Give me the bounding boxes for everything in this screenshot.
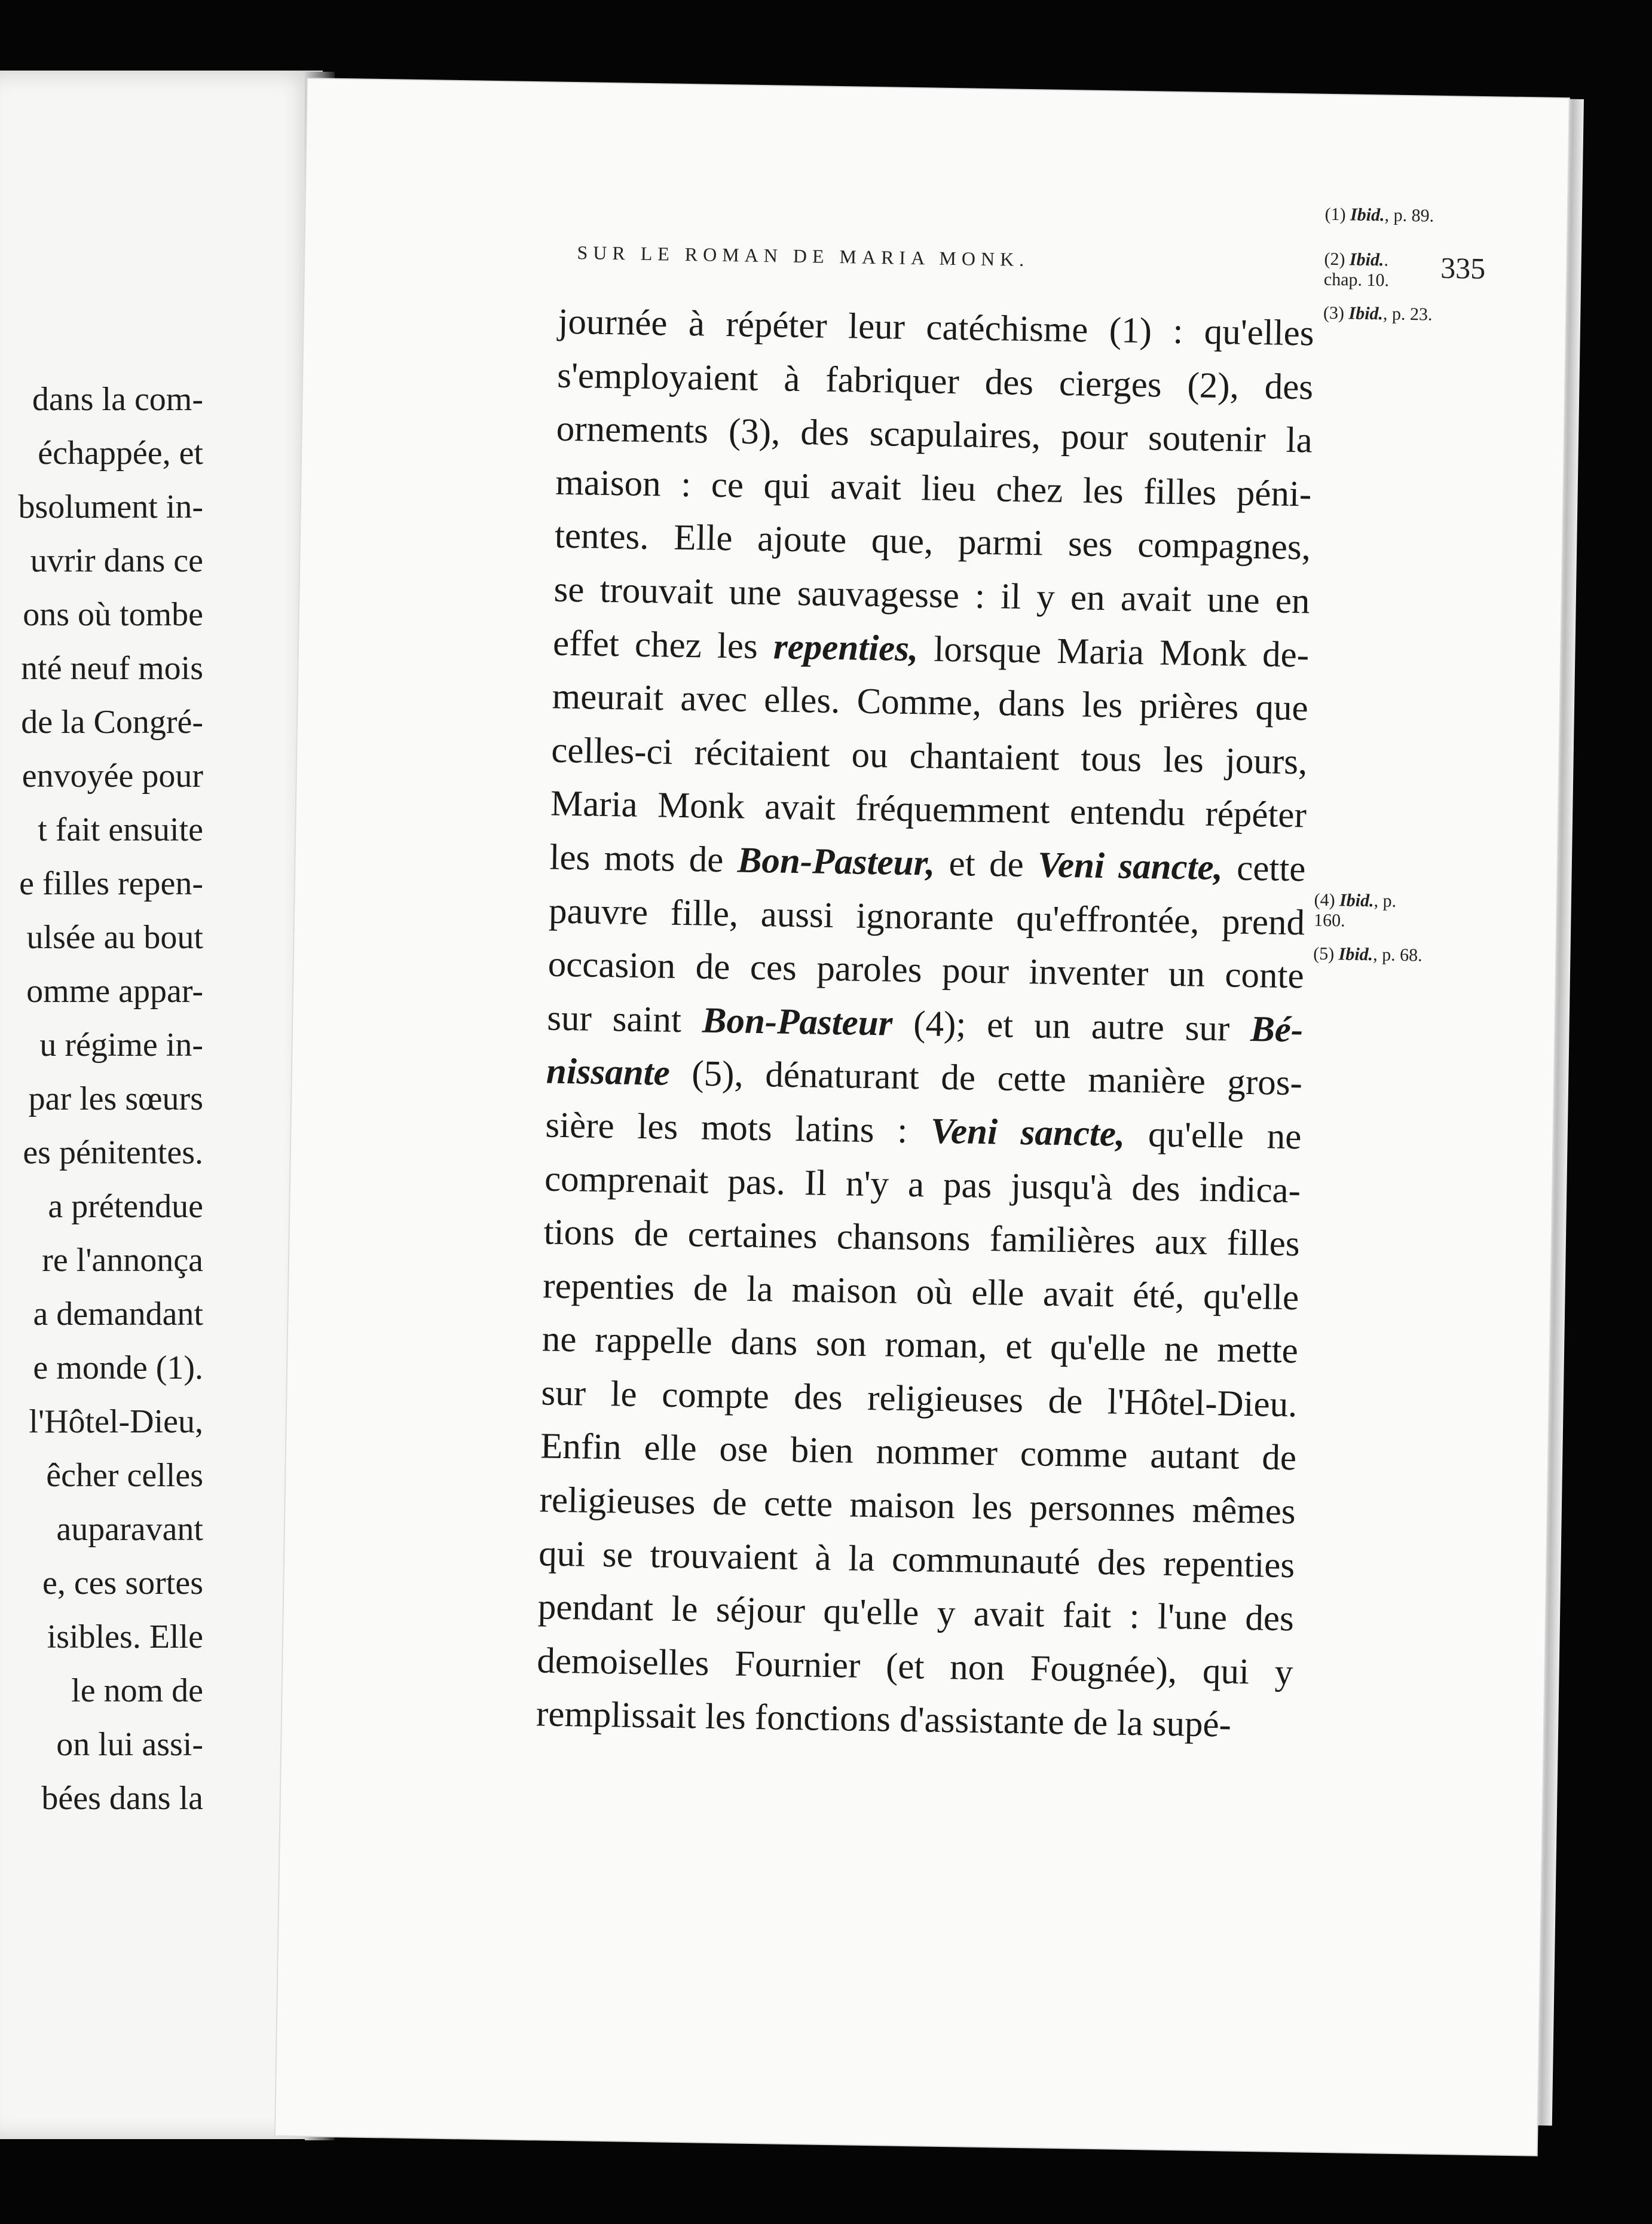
text-segment: journée à répéter leur catéchisme (1) : qu'elles — [558, 301, 1315, 354]
margin-note — [1324, 204, 1434, 227]
previous-page-line: échappée, et — [38, 435, 203, 472]
text-segment: religieuses de cette maison les personnes mêmes — [539, 1480, 1296, 1532]
previous-page-line: ons où tombe — [23, 596, 203, 633]
previous-page-line: ulsée au bout — [26, 919, 203, 956]
previous-page — [0, 71, 323, 2139]
text-segment: Enfin elle ose bien nommer comme autant de — [540, 1426, 1297, 1478]
text-segment: demoiselles Fournier (et non Fougnée), qui y — [536, 1640, 1293, 1693]
note-locator: , p. — [1373, 891, 1397, 911]
note-reference: Ibid. — [1350, 204, 1385, 225]
italic-term: Bon-Pasteur, — [737, 840, 935, 884]
text-segment: Maria Monk avait fréquemment entendu répéter — [550, 783, 1307, 836]
text-segment: meurait avec elles. Comme, dans les prières que — [552, 676, 1309, 729]
previous-page-line: l'Hôtel-Dieu, — [29, 1403, 203, 1440]
text-segment: les mots de — [549, 837, 738, 881]
previous-page-line: e monde (1). — [33, 1349, 203, 1386]
previous-page-line: bées dans la — [41, 1780, 203, 1817]
note-continuation: chap. 10. — [1323, 269, 1390, 291]
current-page — [276, 79, 1569, 2155]
text-segment: sière les mots latins : — [545, 1105, 931, 1151]
text-segment: pendant le séjour qu'elle y avait fait : l'une des — [537, 1587, 1295, 1639]
italic-term: Veni sancte, — [1037, 845, 1223, 888]
text-segment: sur le compte des religieuses de l'Hôtel-Dieu. — [541, 1373, 1298, 1425]
previous-page-line: es pénitentes. — [23, 1134, 203, 1171]
text-segment: remplissait les fonctions d'assistante de la supé- — [536, 1694, 1232, 1746]
previous-page-line: omme appar- — [26, 973, 203, 1010]
italic-term: Bé- — [1250, 1009, 1304, 1050]
previous-page-line: envoyée pour — [22, 757, 203, 795]
text-segment: pauvre fille, aussi ignorante qu'effrontée, prend — [548, 891, 1305, 943]
running-title: SUR LE ROMAN DE MARIA MONK. — [577, 242, 1030, 270]
text-segment: (4); et un autre sur — [892, 1003, 1251, 1049]
previous-page-line: auparavant — [56, 1511, 203, 1548]
note-reference: Ibid. — [1348, 303, 1384, 324]
text-segment: et de — [934, 843, 1038, 885]
note-number: (1) — [1324, 204, 1351, 225]
previous-page-line: êcher celles — [46, 1457, 203, 1494]
note-locator: , p. 68. — [1372, 945, 1422, 966]
note-locator: , p. 23. — [1382, 304, 1433, 325]
margin-note — [1324, 249, 1390, 291]
note-locator: , p. 89. — [1384, 205, 1434, 226]
text-segment: comprenait pas. Il n'y a pas jusqu'à des indica- — [544, 1158, 1301, 1211]
note-reference: Ibid. — [1349, 249, 1384, 270]
note-number: (5) — [1313, 943, 1339, 964]
previous-page-line: isibles. Elle — [47, 1618, 203, 1655]
text-segment: occasion de ces paroles pour inventer un conte — [547, 944, 1305, 997]
margin-note — [1323, 303, 1433, 325]
text-segment: tions de certaines chansons familières aux filles — [543, 1212, 1301, 1264]
text-line — [536, 1688, 1292, 1753]
previous-page-line: e filles repen- — [19, 865, 203, 902]
previous-page-line: de la Congré- — [21, 704, 203, 741]
page-number: 335 — [1440, 250, 1486, 285]
note-number: (2) — [1324, 249, 1350, 270]
note-reference: Ibid. — [1338, 944, 1373, 965]
note-continuation: 160. — [1313, 910, 1345, 931]
previous-page-line: e, ces sortes — [42, 1565, 203, 1602]
previous-page-line: uvrir dans ce — [30, 542, 203, 579]
text-segment: s'employaient à fabriquer des cierges (2), des — [556, 355, 1314, 408]
italic-term: repenties, — [773, 626, 919, 669]
previous-page-line: dans la com- — [32, 381, 203, 418]
previous-page-line: le nom de — [71, 1672, 203, 1709]
previous-page-line: u régime in- — [39, 1027, 203, 1064]
text-segment: cette — [1222, 848, 1306, 890]
body-text — [536, 295, 1314, 1753]
note-number: (4) — [1314, 890, 1340, 911]
previous-page-line: t fait ensuite — [38, 811, 203, 848]
text-segment: qu'elle ne — [1124, 1114, 1302, 1157]
text-segment: effet chez les — [552, 623, 774, 667]
italic-term: Bon-Pasteur — [702, 1000, 893, 1044]
text-segment: lorsque Maria Monk de- — [917, 628, 1310, 675]
text-segment: maison : ce qui avait lieu chez les filles péni- — [555, 462, 1312, 515]
previous-page-line: on lui assi- — [56, 1726, 203, 1763]
previous-page-text — [0, 372, 203, 1825]
text-segment: repenties de la maison où elle avait été, qu'elle — [542, 1266, 1299, 1318]
text-segment: se trouvait une sauvagesse : il y en avait une en — [553, 569, 1311, 622]
note-reference: Ibid. — [1339, 890, 1374, 911]
margin-note — [1313, 944, 1422, 966]
note-number: (3) — [1323, 303, 1349, 323]
previous-page-line: nté neuf mois — [21, 650, 203, 687]
italic-term: Veni sancte, — [930, 1111, 1125, 1154]
text-segment: ornements (3), des scapulaires, pour soutenir la — [556, 408, 1313, 461]
previous-page-line: a prétendue — [48, 1188, 203, 1225]
text-segment: tentes. Elle ajoute que, parmi ses compagnes, — [554, 515, 1311, 568]
previous-page-line: a demandant — [33, 1296, 203, 1333]
text-segment: (5), dénaturant de cette manière gros- — [669, 1053, 1303, 1104]
previous-page-line: par les sœurs — [28, 1080, 203, 1117]
margin-note — [1314, 890, 1397, 932]
italic-term: nissante — [546, 1051, 671, 1094]
text-segment: qui se trouvaient à la communauté des repenties — [538, 1533, 1295, 1585]
text-segment: celles-ci récitaient ou chantaient tous les jours, — [550, 730, 1308, 783]
note-locator: . — [1384, 250, 1389, 270]
text-segment: sur saint — [546, 998, 703, 1041]
text-segment: ne rappelle dans son roman, et qu'elle ne mette — [542, 1319, 1299, 1371]
previous-page-line: bsolument in- — [18, 488, 203, 526]
previous-page-line: re l'annonça — [42, 1242, 203, 1279]
